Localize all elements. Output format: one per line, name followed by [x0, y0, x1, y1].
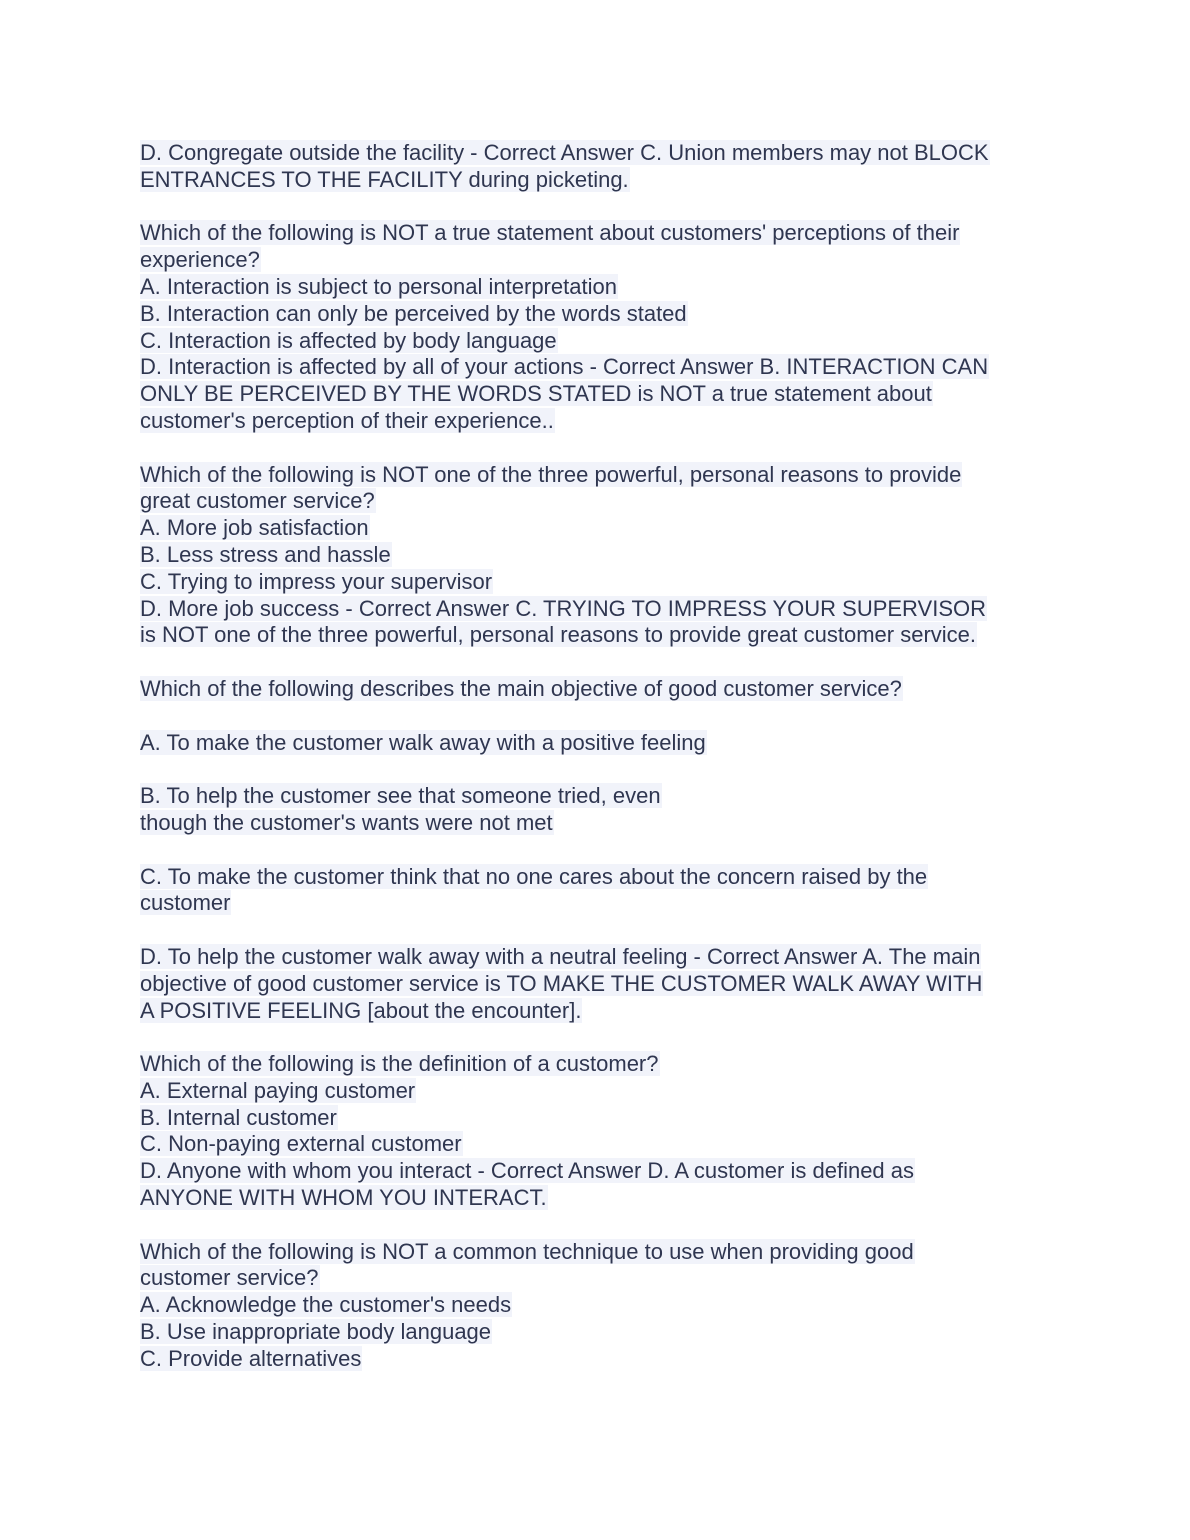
answer-line: ONLY BE PERCEIVED BY THE WORDS STATED is NOT a true statement about — [140, 381, 932, 407]
paragraph-gap — [140, 649, 1060, 676]
option-line: A. External paying customer — [140, 1077, 416, 1103]
paragraph-gap — [140, 837, 1060, 864]
option-line: B. Interaction can only be perceived by the words stated — [140, 300, 687, 326]
paragraph-gap — [140, 756, 1060, 783]
option-line: A. Interaction is subject to personal interpretation — [140, 273, 617, 299]
question-line: Which of the following is NOT one of the three powerful, personal reasons to provide — [140, 461, 962, 487]
text-line: ENTRANCES TO THE FACILITY during picketing. — [140, 166, 629, 192]
answer-line: D. More job success - Correct Answer C. TRYING TO IMPRESS YOUR SUPERVISOR — [140, 595, 987, 621]
option-line: though the customer's wants were not met — [140, 809, 553, 835]
option-line: C. Provide alternatives — [140, 1345, 362, 1371]
option-line: A. More job satisfaction — [140, 515, 369, 541]
option-line: B. Internal customer — [140, 1104, 337, 1130]
paragraph-gap — [140, 917, 1060, 944]
paragraph-gap — [140, 194, 1060, 221]
option-line: A. To make the customer walk away with a positive feeling — [140, 729, 706, 755]
answer-line: D. To help the customer walk away with a neutral feeling - Correct Answer A. The main — [140, 943, 981, 969]
option-line: customer — [140, 890, 231, 916]
text-line: D. Congregate outside the facility - Correct Answer C. Union members may not BLOCK — [140, 140, 989, 165]
answer-line: is NOT one of the three powerful, personal reasons to provide great customer service. — [140, 622, 977, 648]
option-line: B. Less stress and hassle — [140, 541, 391, 567]
question-line: Which of the following is NOT a common technique to use when providing good — [140, 1238, 914, 1264]
question-line: Which of the following is the definition of a customer? — [140, 1051, 659, 1077]
question-line: great customer service? — [140, 488, 375, 514]
answer-line: objective of good customer service is TO MAKE THE CUSTOMER WALK AWAY WITH — [140, 970, 983, 996]
question-line: experience? — [140, 247, 260, 273]
option-line: C. To make the customer think that no one cares about the concern raised by the — [140, 863, 928, 889]
document-page — [140, 140, 1060, 1373]
option-line: C. Non-paying external customer — [140, 1131, 462, 1157]
answer-line: customer's perception of their experience.. — [140, 407, 554, 433]
answer-line: A POSITIVE FEELING [about the encounter]. — [140, 997, 582, 1023]
option-line: A. Acknowledge the customer's needs — [140, 1292, 512, 1318]
paragraph-gap — [140, 435, 1060, 462]
paragraph-gap — [140, 1024, 1060, 1051]
option-line: B. To help the customer see that someone tried, even — [140, 783, 661, 809]
question-line: customer service? — [140, 1265, 319, 1291]
question-line: Which of the following is NOT a true statement about customers' perceptions of their — [140, 220, 960, 246]
answer-line: D. Anyone with whom you interact - Correct Answer D. A customer is defined as — [140, 1158, 915, 1184]
answer-line: ANYONE WITH WHOM YOU INTERACT. — [140, 1185, 547, 1211]
option-line: B. Use inappropriate body language — [140, 1319, 492, 1345]
paragraph-gap — [140, 1212, 1060, 1239]
option-line: C. Trying to impress your supervisor — [140, 568, 493, 594]
option-line: C. Interaction is affected by body language — [140, 327, 557, 353]
paragraph-gap — [140, 703, 1060, 730]
question-line: Which of the following describes the main objective of good customer service? — [140, 675, 902, 701]
answer-line: D. Interaction is affected by all of your actions - Correct Answer B. INTERACTION CAN — [140, 354, 989, 380]
